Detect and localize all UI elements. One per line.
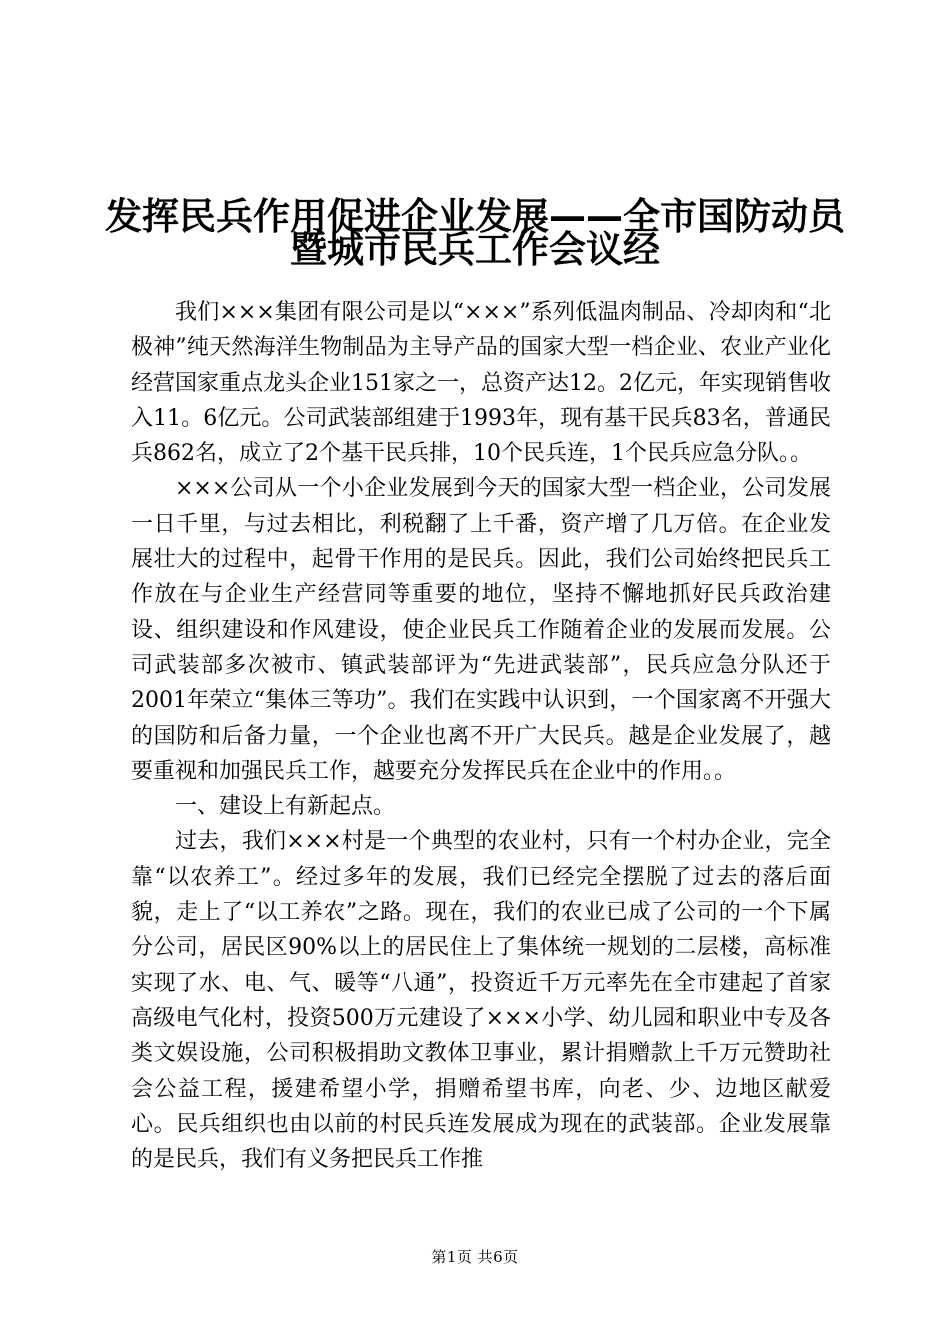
section-heading-construction: 一、建设上有新起点。 xyxy=(175,794,396,820)
paragraph-militia-role: ×××公司从一个小企业发展到今天的国家大型一档企业，公司发展一日千里，与过去相比，利税翻了上千番，资产增了几万倍。在企业发展壮大的过程中，起骨干作用的是民兵。因此，我们公司始终把民兵工作放在与企业生产经营同等重要的地位，坚持不懈地抓好民兵政治建设、组织建设和作风建设，使企业民兵工作随着企业的发展而发展。公司武装部多次被市、镇武装部评为“先进武装部”，民兵应急分队还于2001年荣立“集体三等功”。我们在实践中认识到，一个国家离不开强大的国防和后备力量，一个企业也离不开广大民兵。越是企业发展了，越要重视和加强民兵工作，越要充分发挥民兵在企业中的作用。。 xyxy=(131,476,831,784)
document-body xyxy=(131,295,831,1177)
paragraph-village-development: 过去，我们×××村是一个典型的农业村，只有一个村办企业，完全靠“以农养工”。经过多年的发展，我们已经完全摆脱了过去的落后面貌，走上了“以工养农”之路。现在，我们的农业已成了公司的一个下属分公司，居民区90%以上的居民住上了集体统一规划的二层楼，高标准实现了水、电、气、暖等“八通”，投资近千万元率先在全市建起了首家高级电气化村，投资500万元建设了×××小学、幼儿园和职业中专及各类文娱设施，公司积极捐助文教体卫事业，累计捐赠款上千万元赞助社会公益工程，援建希望小学，捐赠希望书库，向老、少、边地区献爱心。民兵组织也由以前的村民兵连发展成为现在的武装部。企业发展靠的是民兵，我们有义务把民兵工作推 xyxy=(131,829,831,1173)
document-title-line-1: 发挥民兵作用促进企业发展——全市国防动员 xyxy=(105,195,845,238)
paragraph-company-overview: 我们×××集团有限公司是以“×××”系列低温肉制品、冷却肉和“北极神”纯天然海洋生物制品为主导产品的国家大型一档企业、农业产业化经营国家重点龙头企业151家之一，总资产达12。2亿元，年实现销售收入11。6亿元。公司武装部组建于1993年，现有基干民兵83名，普通民兵862名，成立了2个基干民兵排，10个民兵连，1个民兵应急分队。。 xyxy=(131,300,831,467)
document-title-line-2: 暨城市民兵工作会议经 xyxy=(290,228,660,271)
page-number-footer: 第1页 共6页 xyxy=(431,1248,519,1266)
